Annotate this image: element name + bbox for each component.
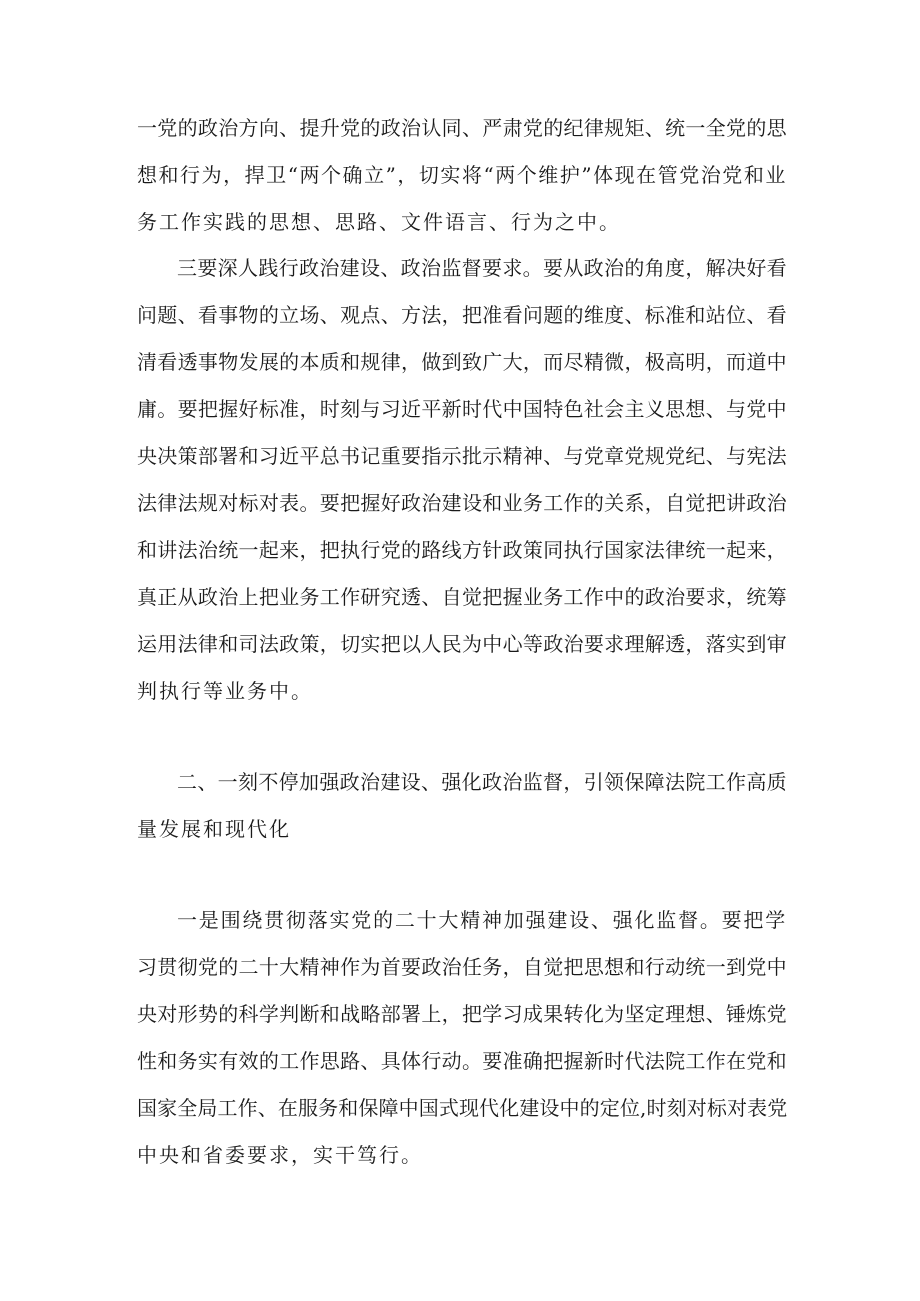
heading-line: 二、一刻不停加强政治建设、强化政治监督，引领保障法院工作高质 (177, 770, 787, 794)
paragraph-line: 央决策部署和习近平总书记重要指示批示精神、与党章党规党纪、与宪法 (137, 444, 787, 468)
paragraph-line: 性和务实有效的工作思路、具体行动。要准确把握新时代法院工作在党和 (137, 1049, 787, 1073)
paragraph-line: 一是围绕贯彻落实党的二十大精神加强建设、强化监督。要把学 (177, 908, 787, 932)
paragraph-line: 一党的政治方向、提升党的政治认同、严肃党的纪律规矩、统一全党的思 (137, 116, 787, 140)
paragraph-line: 和讲法治统一起来，把执行党的路线方针政策同执行国家法律统一起来， (137, 538, 787, 562)
paragraph-one-twentieth (137, 908, 787, 1188)
paragraph-line: 清看透事物发展的本质和规律，做到致广大，而尽精微，极高明，而道中 (137, 350, 787, 374)
paragraph-line: 三要深人践行政治建设、政治监督要求。要从政治的角度，解决好看 (177, 256, 787, 280)
paragraph-line: 判执行等业务中。 (137, 679, 313, 703)
paragraph-line: 运用法律和司法政策，切实把以人民为中心等政治要求理解透，落实到审 (137, 632, 787, 656)
paragraph-three-requirements (137, 256, 787, 736)
paragraph-line: 习贯彻党的二十大精神作为首要政治任务，自觉把思想和行动统一到党中 (137, 955, 787, 979)
section-heading-two (137, 770, 787, 850)
paragraph-line: 央对形势的科学判断和战略部署上，把学习成果转化为坚定理想、锤炼党 (137, 1002, 787, 1026)
paragraph-line: 法律法规对标对表。要把握好政治建设和业务工作的关系，自觉把讲政治 (137, 491, 787, 515)
paragraph-line: 真正从政治上把业务工作研究透、自觉把握业务工作中的政治要求，统筹 (137, 585, 787, 609)
paragraph-continuation (137, 116, 787, 236)
paragraph-line: 庸。要把握好标准，时刻与习近平新时代中国特色社会主义思想、与党中 (137, 397, 787, 421)
paragraph-line: 务工作实践的思想、思路、文件语言、行为之中。 (137, 210, 621, 234)
paragraph-line: 想和行为，捍卫“两个确立”，切实将“两个维护”体现在管党治党和业 (137, 163, 787, 187)
paragraph-line: 国家全局工作、在服务和保障中国式现代化建设中的定位,时刻对标对表党 (137, 1096, 788, 1120)
paragraph-line: 问题、看事物的立场、观点、方法，把准看问题的维度、标准和站位、看 (137, 303, 787, 327)
paragraph-line: 中央和省委要求，实干笃行。 (137, 1143, 423, 1167)
heading-line: 量发展和现代化 (137, 817, 291, 841)
